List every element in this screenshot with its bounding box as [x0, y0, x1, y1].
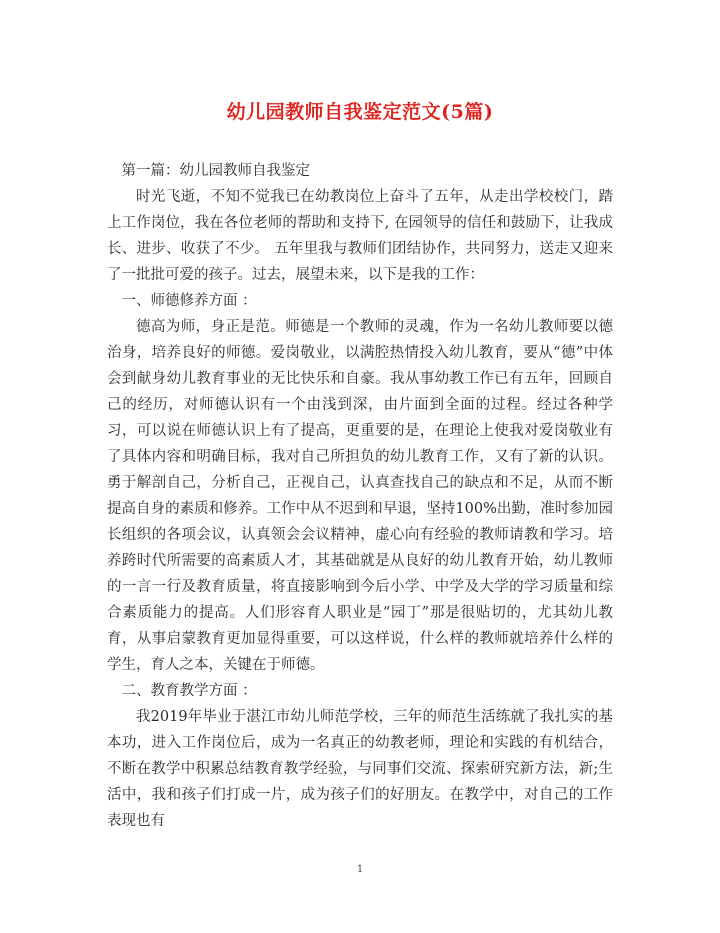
section-heading: 第一篇：幼儿园教师自我鉴定: [121, 163, 310, 179]
section-heading: 一、师德修养方面 ：: [121, 293, 257, 309]
section-heading: 二、教育教学方面 ：: [121, 683, 257, 699]
document-body: [107, 158, 613, 834]
page-number: 1: [356, 864, 364, 875]
paragraph: 我2019年毕业于湛江市幼儿师范学校，三年的师范生活练就了我扎实的基本功，进入工作岗位后，成为一名真正的幼教老师，理论和实践的有机结合，不断在教学中积累总结教育教学经验，与同事们交流、探索研究新方法，新;生活中，我和孩子们打成一片，成为孩子们的好朋友。在教学中，对自己的工作表现也有: [107, 709, 613, 829]
document-title: 幼儿园教师自我鉴定范文(5篇): [226, 101, 494, 123]
paragraph: 时光飞逝，不知不觉我已在幼教岗位上奋斗了五年，从走出学校校门，踏上工作岗位，我在各位老师的帮助和支持下, 在园领导的信任和鼓励下，让我成长、进步、收获了不少。 五年里我与教师们团结协作，共同努力，送走又迎来了一批批可爱的孩子。过去，展望未来，以下是我的工作：: [107, 189, 613, 283]
paragraph: 德高为师，身正是范。师德是一个教师的灵魂，作为一名幼儿教师要以德治身，培养良好的师德。爱岗敬业，以满腔热情投入幼儿教育，要从“德”中体会到献身幼儿教育事业的无比快乐和自豪。我从事幼教工作已有五年，回顾自己的经历，对师德认识有一个由浅到深，由片面到全面的过程。经过各种学习，可以说在师德认识上有了提高，更重要的是，在理论上使我对爱岗敬业有了具体内容和明确目标，我对自己所担负的幼儿教育工作，又有了新的认识。勇于解剖自己，分析自己，正视自己，认真查找自己的缺点和不足，从而不断提高自身的素质和修养。工作中从不迟到和早退，坚持100%出勤，准时参加园长组织的各项会议，认真领会会议精神，虚心向有经验的教师请教和学习。培养跨时代所需要的高素质人才，其基础就是从良好的幼儿教育开始，幼儿教师的一言一行及教育质量，将直接影响到今后小学、中学及大学的学习质量和综合素质能力的提高。人们形容育人职业是“园丁”那是很贴切的，尤其幼儿教育，从事启蒙教育更加显得重要，可以这样说，什么样的教师就培养什么样的学生，育人之本，关键在于师德。: [107, 319, 613, 673]
